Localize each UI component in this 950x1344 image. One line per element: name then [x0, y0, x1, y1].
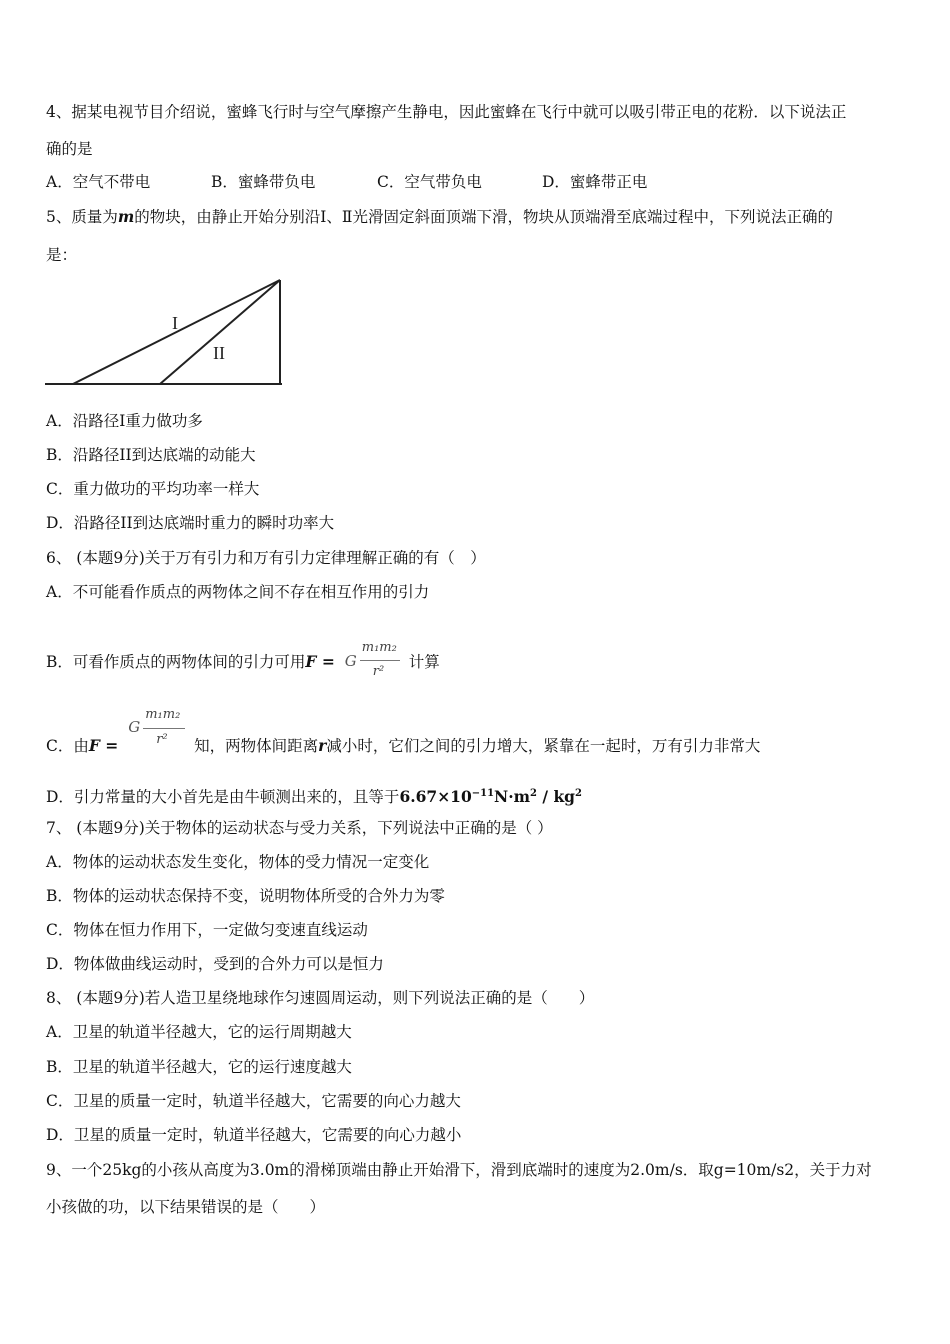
q9-stem-line2: 小孩做的功，以下结果错误的是（ ） [46, 1198, 326, 1216]
q8-option-d: D．卫星的质量一定时，轨道半径越大，它需要的向心力越小 [46, 1126, 462, 1144]
q5-incline-figure [44, 276, 286, 388]
q5-stem-line2: 是： [46, 246, 78, 264]
q8-option-b: B．卫星的轨道半径越大，它的运行速度越大 [46, 1058, 352, 1076]
formula-denominator: r² [372, 664, 385, 679]
q6-stem: 6、 (本题9分)关于万有引力和万有引力定律理解正确的有（ ） [46, 549, 486, 567]
q6-d-text: D．引力常量的大小首先是由牛顿测出来的，且等于 [46, 788, 400, 807]
q6-d-constant [399, 787, 582, 806]
figure-label-ii: II [213, 343, 225, 363]
q7-option-d: D．物体做曲线运动时，受到的合外力可以是恒力 [46, 955, 384, 973]
formula-fraction-bar [360, 660, 400, 661]
formula-denominator: r² [156, 732, 168, 747]
q9-stem-line1: 9、一个25kg的小孩从高度为3.0m的滑梯顶端由静止开始滑下，滑到底端时的速度为2.0m/s．取g=10m/s2，关于力对 [46, 1161, 872, 1179]
q4-option-d: D．蜜蜂带正电 [542, 173, 648, 191]
q6-b-gravity-formula [342, 641, 402, 685]
formula-numerator: m₁m₂ [361, 640, 397, 655]
q4-stem-line1: 4、据某电视节目介绍说，蜜蜂飞行时与空气摩擦产生静电，因此蜜蜂在飞行中就可以吸引带正电的花粉．以下说法正 [46, 103, 847, 121]
q7-option-c: C．物体在恒力作用下，一定做匀变速直线运动 [46, 921, 368, 939]
q6-c-equals: = [99, 736, 119, 755]
unit-exp-2: 2 [575, 788, 582, 799]
q6-c-mid: 知，两物体间距离 [194, 737, 319, 755]
q6-c-text: C．由 [46, 737, 89, 755]
q4-option-a: A．空气不带电 [46, 173, 151, 191]
constant-exponent: −11 [471, 788, 495, 799]
q7-stem: 7、 (本题9分)关于物体的运动状态与受力关系，下列说法中正确的是（ ） [46, 819, 553, 837]
q5-option-c: C．重力做功的平均功率一样大 [46, 480, 260, 498]
q8-stem: 8、 (本题9分)若人造卫星绕地球作匀速圆周运动，则下列说法正确的是（ ） [46, 989, 595, 1007]
q6-c-r-symbol: r [318, 736, 327, 755]
q6-option-a: A．不可能看作质点的两物体之间不存在相互作用的引力 [46, 583, 430, 601]
q5-mass-symbol: m [117, 207, 135, 226]
constant-unit-num: N·m [494, 787, 531, 807]
formula-fraction-bar [143, 728, 185, 729]
q6-option-d [46, 784, 582, 807]
formula-g: G [344, 652, 357, 670]
q6-b-end: 计算 [408, 653, 440, 671]
q5-stem-line1 [46, 207, 833, 227]
q5-option-d: D．沿路径II到达底端时重力的瞬时功率大 [46, 514, 335, 532]
q6-c-f-symbol: F [88, 736, 100, 755]
q4-option-c: C．空气带负电 [377, 173, 482, 191]
q7-option-a: A．物体的运动状态发生变化，物体的受力情况一定变化 [46, 853, 430, 871]
figure-label-i: I [172, 313, 178, 333]
q6-option-c [46, 707, 761, 769]
formula-g: G [128, 718, 141, 736]
q4-option-b: B．蜜蜂带负电 [211, 173, 316, 191]
q5-option-b: B．沿路径II到达底端的动能大 [46, 446, 256, 464]
q5-option-a: A．沿路径Ⅰ重力做功多 [46, 412, 203, 430]
q7-option-b: B．物体的运动状态保持不变，说明物体所受的合外力为零 [46, 887, 445, 905]
q6-c-gravity-formula [125, 707, 187, 769]
q5-stem-pre: 5、质量为 [46, 208, 118, 226]
q4-stem-line2: 确的是 [46, 140, 93, 158]
q6-b-f-symbol: F [305, 652, 317, 671]
q5-stem-post: 的物块，由静止开始分别沿Ⅰ、Ⅱ光滑固定斜面顶端下滑，物块从顶端滑至底端过程中，下列说法正确的 [134, 208, 833, 226]
q6-b-text: B．可看作质点的两物体间的引力可用 [46, 653, 306, 671]
q6-b-equals: = [316, 652, 335, 671]
constant-mantissa: 6.67×10 [399, 787, 472, 807]
q6-option-b [46, 641, 440, 685]
q8-option-c: C．卫星的质量一定时，轨道半径越大，它需要的向心力越大 [46, 1092, 461, 1110]
unit-exp-1: 2 [530, 788, 537, 799]
constant-unit-den: / kg [536, 787, 576, 807]
formula-numerator: m₁m₂ [145, 707, 181, 722]
q6-c-end: 减小时，它们之间的引力增大，紧靠在一起时，万有引力非常大 [326, 737, 761, 755]
q8-option-a: A．卫星的轨道半径越大，它的运行周期越大 [46, 1023, 352, 1041]
